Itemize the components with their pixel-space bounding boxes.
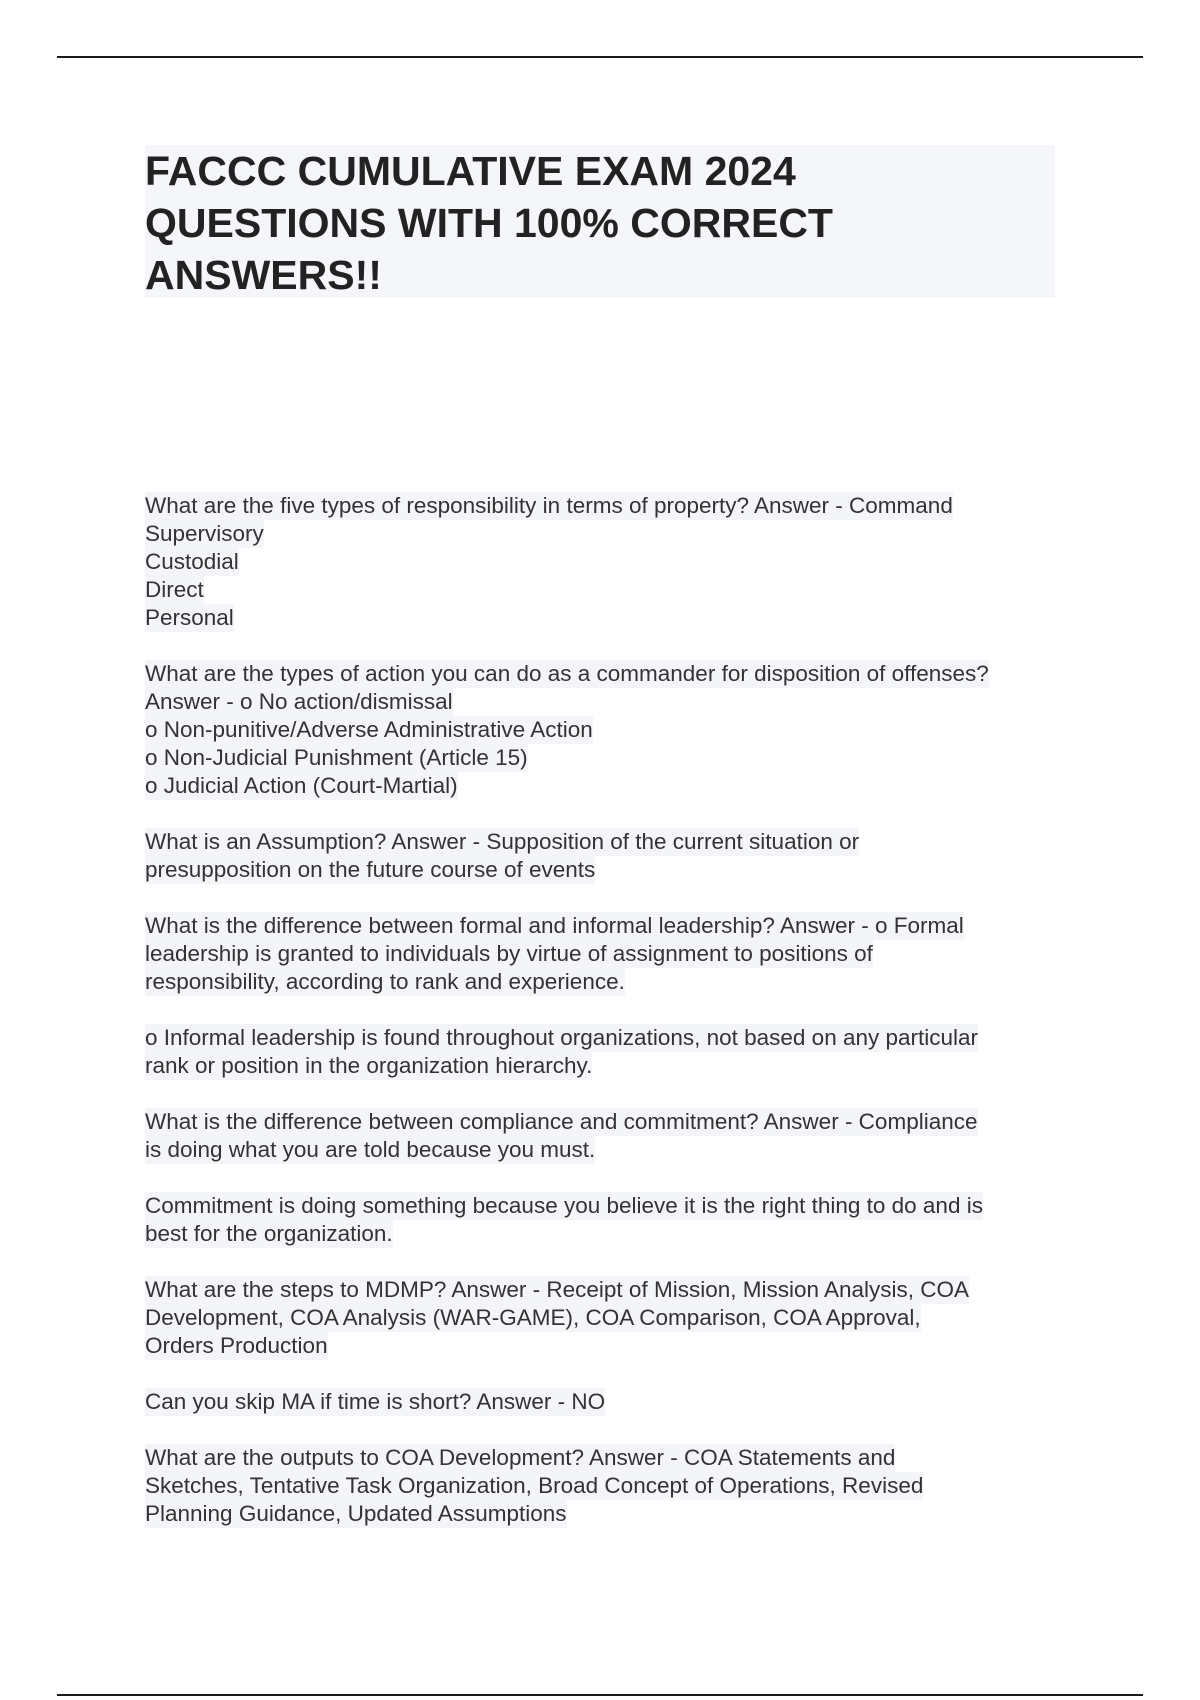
qa-line: rank or position in the organization hierarchy. [145, 1053, 593, 1078]
qa-line: What are the outputs to COA Development? Answer - COA Statements and [145, 1445, 896, 1470]
qa-line: What are the five types of responsibility in terms of property? Answer - Command [145, 493, 953, 518]
top-rule [57, 56, 1143, 58]
qa-item [145, 660, 1065, 800]
qa-item [145, 912, 1065, 996]
qa-line: leadership is granted to individuals by virtue of assignment to positions of [145, 941, 873, 966]
qa-line: What is the difference between compliance and commitment? Answer - Compliance [145, 1109, 978, 1134]
qa-line: Can you skip MA if time is short? Answer - NO [145, 1389, 606, 1414]
qa-item [145, 492, 1065, 632]
qa-line: Personal [145, 605, 234, 630]
qa-line: Supervisory [145, 521, 264, 546]
qa-item [145, 1024, 1065, 1080]
bottom-rule [57, 1694, 1143, 1696]
title-block [145, 145, 1055, 298]
qa-line: Answer - o No action/dismissal [145, 689, 453, 714]
qa-line: o Judicial Action (Court-Martial) [145, 773, 458, 798]
qa-line: Direct [145, 577, 204, 602]
qa-line: best for the organization. [145, 1221, 393, 1246]
qa-line: responsibility, according to rank and experience. [145, 969, 625, 994]
qa-item [145, 1192, 1065, 1248]
title-line: ANSWERS!! [145, 252, 382, 298]
qa-line: Commitment is doing something because you believe it is the right thing to do and is [145, 1193, 983, 1218]
qa-line: What is an Assumption? Answer - Supposition of the current situation or [145, 829, 860, 854]
qa-item [145, 1108, 1065, 1164]
qa-line: Development, COA Analysis (WAR-GAME), COA Comparison, COA Approval, [145, 1305, 921, 1330]
qa-item [145, 1276, 1065, 1360]
qa-item [145, 1388, 1065, 1416]
qa-line: is doing what you are told because you must. [145, 1137, 596, 1162]
qa-line: Sketches, Tentative Task Organization, Broad Concept of Operations, Revised [145, 1473, 924, 1498]
qa-item [145, 1444, 1065, 1528]
qa-line: Orders Production [145, 1333, 328, 1358]
qa-line: presupposition on the future course of events [145, 857, 596, 882]
qa-line: Planning Guidance, Updated Assumptions [145, 1501, 567, 1526]
qa-list [145, 492, 1065, 1556]
qa-line: Custodial [145, 549, 239, 574]
qa-line: o Non-Judicial Punishment (Article 15) [145, 745, 528, 770]
document-title [145, 145, 1055, 301]
qa-line: What is the difference between formal and informal leadership? Answer - o Formal [145, 913, 964, 938]
qa-line: o Non-punitive/Adverse Administrative Action [145, 717, 593, 742]
qa-line: o Informal leadership is found throughout organizations, not based on any particular [145, 1025, 979, 1050]
qa-item [145, 828, 1065, 884]
title-line: QUESTIONS WITH 100% CORRECT [145, 200, 833, 246]
qa-line: What are the steps to MDMP? Answer - Receipt of Mission, Mission Analysis, COA [145, 1277, 970, 1302]
title-line: FACCC CUMULATIVE EXAM 2024 [145, 148, 796, 194]
qa-line: What are the types of action you can do as a commander for disposition of offenses? [145, 661, 989, 686]
